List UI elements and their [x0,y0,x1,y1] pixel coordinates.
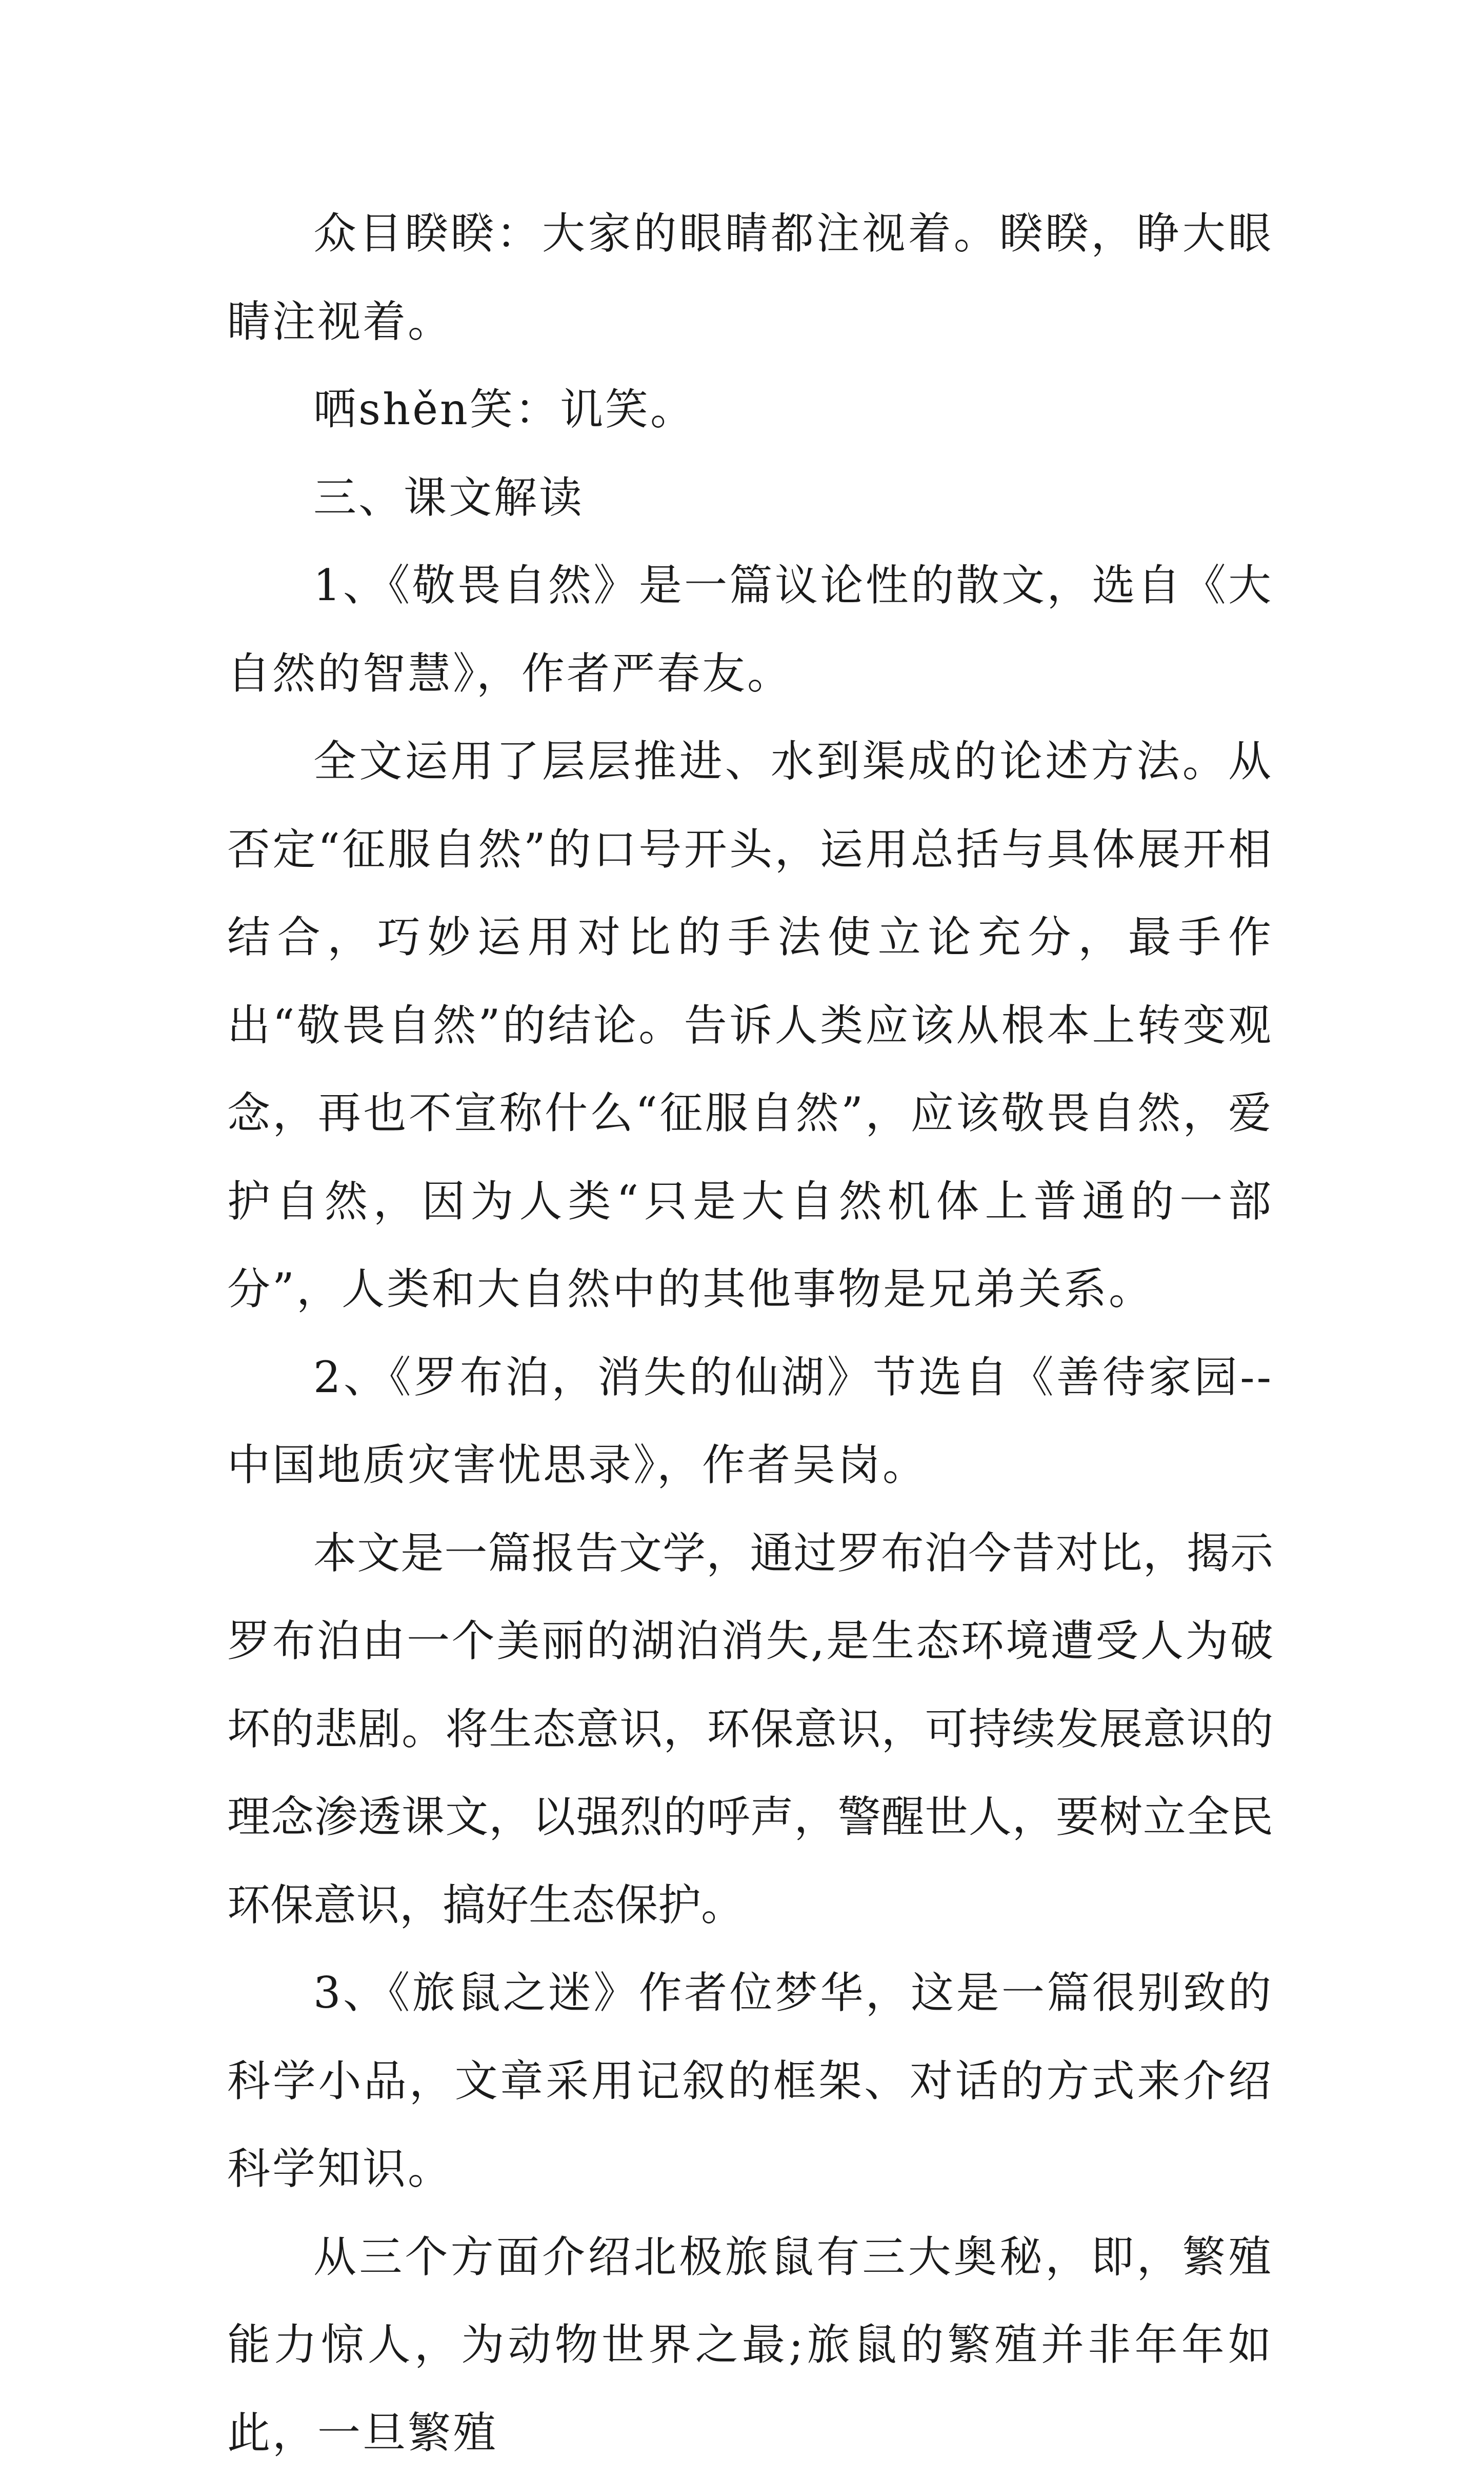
paragraph-item-2-analysis: 本文是一篇报告文学，通过罗布泊今昔对比，揭示罗布泊由一个美丽的湖泊消失,是生态环境遭受人为破坏的悲剧。将生态意识，环保意识，可持续发展意识的理念渗透课文，以强烈的呼声，警醒世人，要树立全民环保意识，搞好生态保护。 [227,1510,1273,1950]
paragraph-item-2: 2、《罗布泊，消失的仙湖》节选自《善待家园--中国地质灾害忧思录》，作者吴岗。 [227,1334,1273,1510]
document-body [227,190,1273,2477]
paragraph-item-1: 1、《敬畏自然》是一篇议论性的散文，选自《大自然的智慧》，作者严春友。 [227,542,1273,718]
paragraph-item-3-analysis: 从三个方面介绍北极旅鼠有三大奥秘，即，繁殖能力惊人，为动物世界之最;旅鼠的繁殖并非年年如此，一旦繁殖 [227,2213,1273,2477]
paragraph-definition-kuikui: 众目睽睽：大家的眼睛都注视着。睽睽，睁大眼睛注视着。 [227,190,1273,366]
paragraph-item-3: 3、《旅鼠之迷》作者位梦华，这是一篇很别致的科学小品，文章采用记叙的框架、对话的方式来介绍科学知识。 [227,1949,1273,2213]
paragraph-item-1-analysis: 全文运用了层层推进、水到渠成的论述方法。从否定“征服自然”的口号开头，运用总括与具体展开相结合，巧妙运用对比的手法使立论充分，最手作出“敬畏自然”的结论。告诉人类应该从根本上转变观念，再也不宣称什么“征服自然”，应该敬畏自然，爱护自然，因为人类“只是大自然机体上普通的一部分”，人类和大自然中的其他事物是兄弟关系。 [227,718,1273,1334]
section-heading: 三、课文解读 [227,454,1273,542]
paragraph-definition-shenxiao: 哂shěn笑：讥笑。 [227,366,1273,454]
